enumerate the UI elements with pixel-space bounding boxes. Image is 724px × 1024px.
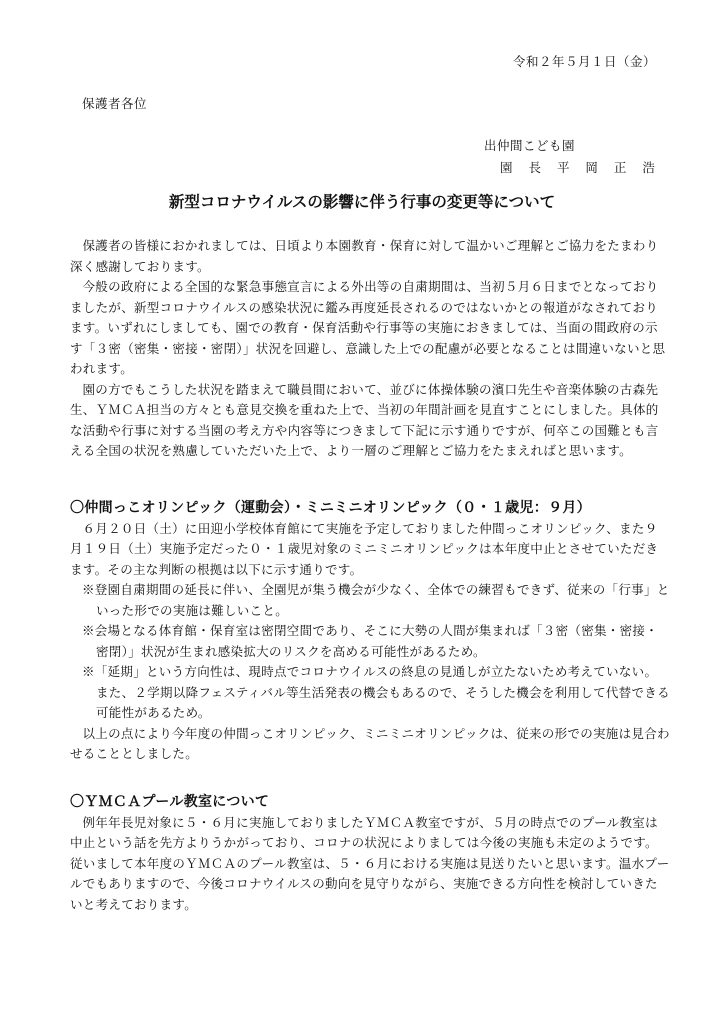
letter-title: 新型コロナウイルスの影響に伴う行事の変更等について	[168, 193, 556, 211]
olympic-note: ※「延期」という方向性は、現時点でコロナウイルスの終息の見通しが立たないため考えていない。また、２学期以降フェスティバル等生活発表の機会もあるので、そうした機会を利用して代替できる可能性があるため。	[82, 664, 670, 720]
ymca-body: 例年年長児対象に５・６月に実施しておりましたＹＭＣＡ教室ですが、５月の時点でのプール教室は中止という話を先方よりうかがっており、コロナの状況によりましては今後の実施も未定のようです。従いまして本年度のＹＭＣＡのプール教室は、５・６月における実施は見送りたいと思います。温水プールでもありますので、今後コロナウイルスの動向を見守りながら、実施できる方向性を検討していきたいと考えております。	[70, 814, 670, 912]
olympic-note: ※登園自粛期間の延長に伴い、全園児が集う機会が少なく、全体での練習もできず、従来の「行事」といった形での実施は難しいこと。	[82, 582, 670, 618]
intro-section	[70, 236, 670, 462]
olympic-conclusion: 以上の点により今年度の仲間っこオリンピック、ミニミニオリンピックは、従来の形での実施は見合わせることとしました。	[70, 725, 670, 761]
olympic-lead: ６月２０日（土）に田迎小学校体育館にて実施を予定しておりました仲間っこオリンピック、また９月１９日（土）実施予定だった０・１歳児対象のミニミニオリンピックは本年度中止とさせていただきます。その主な判断の根拠は以下に示す通りです。	[70, 520, 659, 577]
olympic-note: ※会場となる体育館・保育室は密閉空間であり、そこに大勢の人間が集まれば「３密（密集・密接・密閉）」状況が生まれ感染拡大のリスクを高める可能性があるため。	[82, 623, 659, 659]
sender-org: 出仲間こども園	[484, 138, 576, 153]
intro-paragraph: 保護者の皆様におかれましては、日頃より本園教育・保育に対して温かいご理解とご協力をたまわり深く感謝しております。	[70, 238, 659, 274]
recipient: 保護者各位	[82, 96, 148, 111]
intro-paragraph: 今般の政府による全国的な緊急事態宣言による外出等の自粛期間は、当初５月６日までとなっておりましたが、新型コロナウイルスの感染状況に鑑み再度延長されるのではないかとの報道がなされております。いずれにしましても、園での教育・保育活動や行事等の実施におきましては、当面の間政府の示す「３密（密集・密接・密閉）」状況を回避し、意識した上での配慮が必要となることは間違いないと思われます。	[70, 279, 666, 376]
ymca-section	[70, 792, 670, 915]
olympic-heading: 〇仲間っこオリンピック（運動会）・ミニミニオリンピック（０・１歳児：９月）	[70, 500, 591, 516]
sender-block	[484, 135, 661, 179]
letter-date: 令和２年５月１日（金）	[512, 54, 656, 69]
intro-paragraph: 園の方でもこうした状況を踏まえて職員間において、並びに体操体験の濱口先生や音楽体験の古森先生、ＹＭＣＡ担当の方々とも意見交換を重ねた上で、当初の年間計画を見直すことにしました。具体的な活動や行事に対する当園の考え方や内容等につきまして下記に示す通りですが、何卒この国難とも言える全国の状況を熟慮していただいた上で、より一層のご理解とご協力をたまえればと思います。	[70, 381, 659, 458]
olympic-section	[70, 498, 670, 765]
ymca-heading: 〇ＹＭＣＡプール教室について	[70, 794, 270, 810]
sender-name: 園 長 平 岡 正 浩	[500, 160, 661, 175]
